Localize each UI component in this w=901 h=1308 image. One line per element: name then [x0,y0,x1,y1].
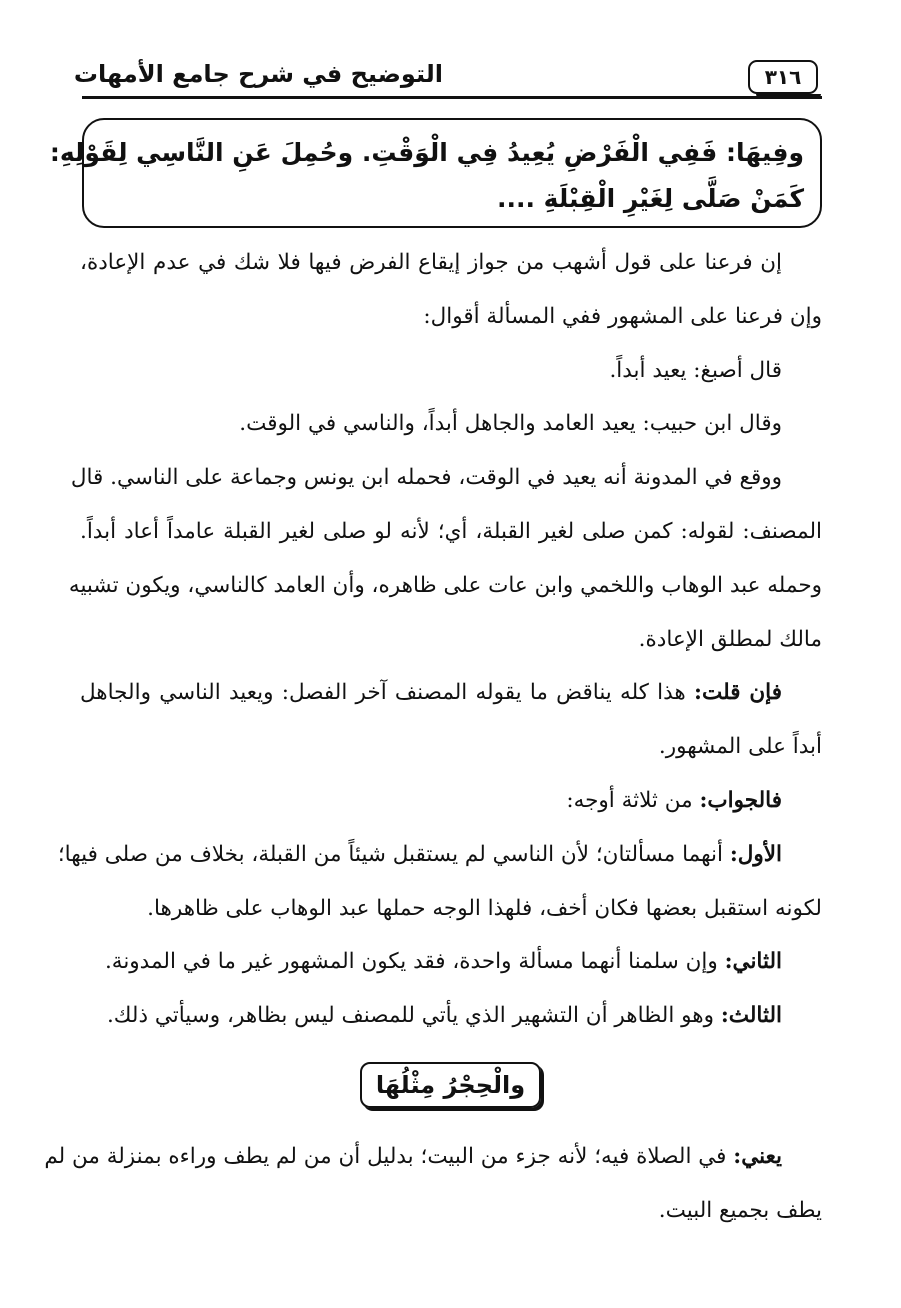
running-header-title: التوضيح في شرح جامع الأمهات [73,60,443,88]
third-point-line [80,989,822,1043]
body-line: إن فرعنا على قول أشهب من جواز إيقاع الفرض فيها فلا شك في عدم الإعادة، [80,250,782,275]
second-point-line [80,935,822,989]
question-lead: فإن قلت: [694,680,783,706]
question-line [80,666,822,720]
body-line: أبداً على المشهور. [658,734,822,760]
answer-lead: فالجواب: [699,787,782,813]
answer-text: من ثلاثة أوجه: [566,787,693,813]
commentary-body-2 [44,1130,822,1238]
header-rule [82,96,822,99]
page-number: ٣١٦ [748,60,818,94]
body2-lead: يعني: [733,1144,782,1169]
second-text: وإن سلمنا أنهما مسألة واحدة، فقد يكون المشهور غير ما في المدونة. [104,949,718,975]
first-text: أنهما مسألتان؛ لأن الناسي لم يستقبل شيئاً من القبلة، بخلاف من صلى فيها؛ [57,841,723,867]
commentary-body [57,236,822,1043]
subheading-wrap [0,1062,901,1108]
body-line: قال أصبغ: يعيد أبداً. [609,357,782,383]
body-line [44,1130,822,1184]
body-line: لكونه استقبل بعضها فكان أخف، فلهذا الوجه حملها عبد الوهاب على ظاهرها. [147,895,822,921]
answer-line [80,774,822,828]
third-lead: الثالث: [720,1003,782,1029]
body-line: وحمله عبد الوهاب واللخمي وابن عات على ظاهره، وأن العامد كالناسي، ويكون تشبيه [68,572,822,598]
body-line: وإن فرعنا على المشهور ففي المسألة أقوال: [423,303,822,329]
first-lead: الأول: [729,841,782,867]
question-text: هذا كله يناقض ما يقوله المصنف آخر الفصل: ويعيد الناسي والجاهل [80,680,686,706]
matn-line: كَمَنْ صَلَّى لِغَيْرِ الْقِبْلَةِ .... [496,184,804,213]
body-line: وقال ابن حبيب: يعيد العامد والجاهل أبداً، والناسي في الوقت. [239,411,782,437]
body-line: يطف بجميع البيت. [658,1197,822,1223]
matn-box [49,118,822,228]
body-line: ووقع في المدونة أنه يعيد في الوقت، فحمله ابن يونس وجماعة على الناسي. قال [70,465,782,491]
body2-text: في الصلاة فيه؛ لأنه جزء من البيت؛ بدليل أن من لم يطف وراءه بمنزلة من لم [44,1144,727,1169]
subheading-box: والْحِجْرُ مِثْلُهَا [360,1062,541,1108]
second-lead: الثاني: [724,949,782,975]
body-line: مالك لمطلق الإعادة. [638,626,822,652]
third-text: وهو الظاهر أن التشهير الذي يأتي للمصنف ليس بظاهر، وسيأتي ذلك. [106,1003,714,1029]
matn-line: وفِيهَا: فَفِي الْفَرْضِ يُعِيدُ فِي الْوَقْتِ. وحُمِلَ عَنِ النَّاسِي لِقَوْلِهِ: [49,138,804,167]
body-line: المصنف: لقوله: كمن صلى لغير القبلة، أي؛ لأنه لو صلى لغير القبلة عامداً أعاد أبداً. [80,518,822,544]
first-point-line [57,828,822,882]
